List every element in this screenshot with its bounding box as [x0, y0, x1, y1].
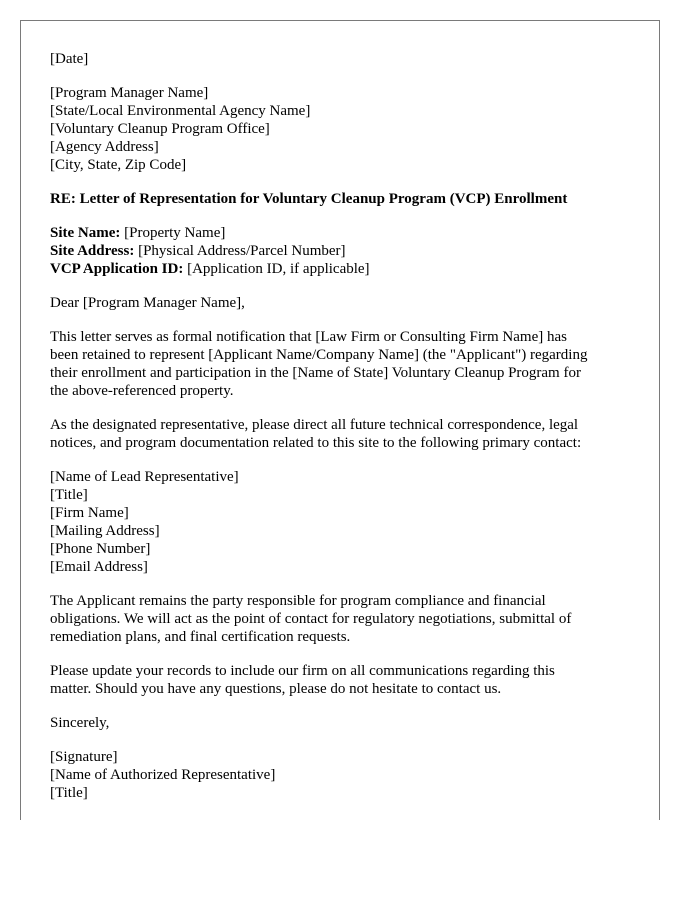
paragraph-line: matter. Should you have any questions, please do not hesitate to contact us.	[50, 681, 502, 697]
application-id-row	[50, 260, 640, 278]
paragraph-line: The Applicant remains the party responsible for program compliance and financial	[50, 593, 546, 609]
paragraph-line: As the designated representative, please direct all future technical correspondence, legal	[50, 417, 579, 433]
body-paragraph-4	[50, 662, 640, 698]
recipient-line: [Program Manager Name]	[50, 85, 209, 101]
contact-line: [Mailing Address]	[50, 523, 160, 539]
signature-line: [Signature]	[50, 749, 118, 765]
recipient-line: [State/Local Environmental Agency Name]	[50, 103, 311, 119]
paragraph-line: Please update your records to include our firm on all communications regarding this	[50, 663, 555, 679]
site-address-label: Site Address:	[50, 243, 135, 259]
letter-content	[50, 50, 640, 802]
contact-line: [Firm Name]	[50, 505, 129, 521]
letter-date: [Date]	[50, 51, 89, 67]
paragraph-line: This letter serves as formal notification that [Law Firm or Consulting Firm Name] has	[50, 329, 567, 345]
subject-line: RE: Letter of Representation for Voluntary Cleanup Program (VCP) Enrollment	[50, 191, 568, 207]
paragraph-line: their enrollment and participation in the [Name of State] Voluntary Cleanup Program for	[50, 365, 581, 381]
paragraph-line: been retained to represent [Applicant Name/Company Name] (the "Applicant") regarding	[50, 347, 588, 363]
body-paragraph-2	[50, 416, 640, 452]
recipient-block	[50, 84, 640, 174]
signature-block	[50, 748, 640, 802]
signature-line: [Title]	[50, 785, 88, 801]
contact-line: [Name of Lead Representative]	[50, 469, 239, 485]
recipient-line: [Agency Address]	[50, 139, 159, 155]
site-info-block	[50, 224, 640, 278]
application-id-label: VCP Application ID:	[50, 261, 184, 277]
body-paragraph-3	[50, 592, 640, 646]
site-name-row	[50, 224, 640, 242]
contact-line: [Title]	[50, 487, 88, 503]
sign-off: Sincerely,	[50, 715, 110, 731]
paragraph-line: remediation plans, and final certification requests.	[50, 629, 351, 645]
signature-line: [Name of Authorized Representative]	[50, 767, 276, 783]
contact-block	[50, 468, 640, 576]
body-paragraph-1	[50, 328, 640, 400]
site-address-value: [Physical Address/Parcel Number]	[134, 243, 346, 259]
paragraph-line: the above-referenced property.	[50, 383, 234, 399]
contact-line: [Phone Number]	[50, 541, 151, 557]
application-id-value: [Application ID, if applicable]	[183, 261, 370, 277]
site-name-label: Site Name:	[50, 225, 121, 241]
contact-line: [Email Address]	[50, 559, 148, 575]
site-address-row	[50, 242, 640, 260]
site-name-value: [Property Name]	[120, 225, 226, 241]
salutation: Dear [Program Manager Name],	[50, 295, 245, 311]
recipient-line: [City, State, Zip Code]	[50, 157, 187, 173]
letter-page	[20, 20, 660, 820]
recipient-line: [Voluntary Cleanup Program Office]	[50, 121, 270, 137]
paragraph-line: notices, and program documentation related to this site to the following primary contact:	[50, 435, 582, 451]
paragraph-line: obligations. We will act as the point of contact for regulatory negotiations, submittal of	[50, 611, 572, 627]
